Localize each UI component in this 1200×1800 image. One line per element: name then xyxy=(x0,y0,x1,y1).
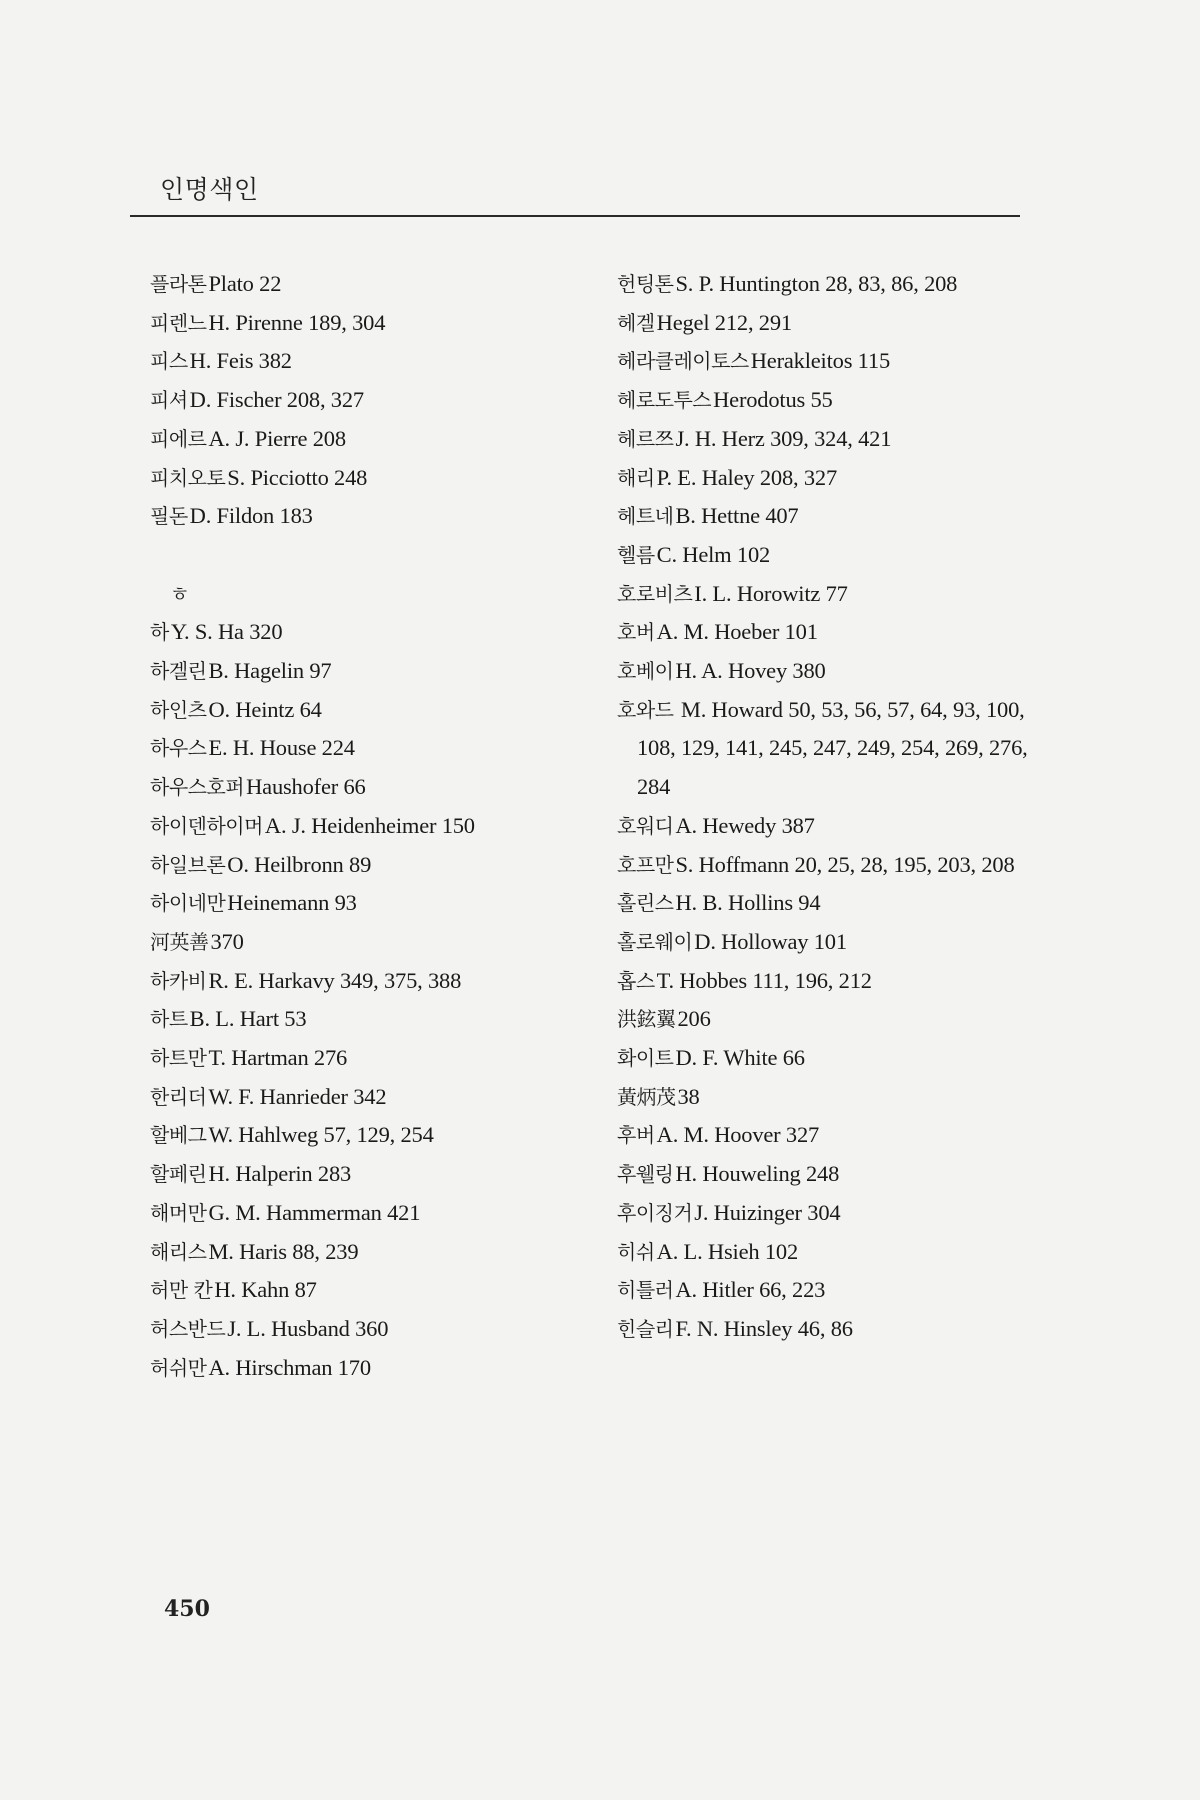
index-entry xyxy=(617,1116,1037,1155)
korean-name: 하겔린 xyxy=(150,659,207,684)
korean-name: 黃炳茂 xyxy=(617,1084,676,1109)
entry-text: 206 xyxy=(677,1006,711,1032)
index-entry xyxy=(617,1271,1037,1310)
index-entry xyxy=(617,497,1037,536)
entry-text: Herakleitos 115 xyxy=(750,348,891,374)
korean-name: 홀린스 xyxy=(617,891,674,916)
index-entry xyxy=(150,807,600,846)
korean-name: 홀로웨이 xyxy=(617,929,693,954)
index-entry xyxy=(150,381,600,420)
entry-text: S. Picciotto 248 xyxy=(227,464,368,490)
entry-continuation: 108, 129, 141, 245, 247, 249, 254, 269, 276, xyxy=(637,735,1028,761)
index-entry xyxy=(150,265,600,304)
korean-name: 하일브론 xyxy=(150,852,226,877)
index-entry xyxy=(150,1039,600,1078)
entry-text: J. Huizinger 304 xyxy=(694,1199,841,1225)
entry-text: H. Pirenne 189, 304 xyxy=(208,309,386,335)
entry-text: M. Haris 88, 239 xyxy=(208,1238,359,1264)
right-entries-group-b xyxy=(617,807,1037,1349)
korean-name: 호버 xyxy=(617,620,655,645)
korean-name: 피셔 xyxy=(150,388,188,413)
korean-name: 호베이 xyxy=(617,659,674,684)
korean-name: 洪鉉翼 xyxy=(617,1007,676,1032)
index-entry xyxy=(150,962,600,1001)
korean-name: 호와드 xyxy=(617,697,674,722)
korean-name: 허만 칸 xyxy=(150,1278,213,1303)
entry-text: A. M. Hoeber 101 xyxy=(656,619,818,645)
entry-text: S. Hoffmann 20, 25, 28, 195, 203, 208 xyxy=(675,851,1015,877)
entry-text: P. E. Haley 208, 327 xyxy=(656,464,838,490)
korean-name: 피렌느 xyxy=(150,310,207,335)
entry-text: T. Hartman 276 xyxy=(208,1045,348,1071)
right-column xyxy=(617,265,1037,1349)
index-entry xyxy=(150,1310,600,1349)
index-entry xyxy=(617,1155,1037,1194)
index-entry xyxy=(617,1233,1037,1272)
korean-name: 헤트네 xyxy=(617,504,674,529)
entry-text: H. A. Hovey 380 xyxy=(675,658,826,684)
entry-text: H. Kahn 87 xyxy=(214,1277,317,1303)
entry-text: H. Houweling 248 xyxy=(675,1161,840,1187)
index-entry xyxy=(150,304,600,343)
index-entry xyxy=(617,846,1037,885)
header-rule xyxy=(130,215,1020,217)
index-entry xyxy=(150,1116,600,1155)
korean-name: 히쉬 xyxy=(617,1239,655,1264)
entry-text: 38 xyxy=(677,1083,700,1109)
entry-text: A. Hitler 66, 223 xyxy=(675,1277,826,1303)
index-entry xyxy=(617,420,1037,459)
index-entry xyxy=(150,497,600,536)
entry-text: 370 xyxy=(210,928,244,954)
entry-text: H. B. Hollins 94 xyxy=(675,890,821,916)
index-entry xyxy=(617,536,1037,575)
index-entry xyxy=(150,652,600,691)
korean-name: 해리스 xyxy=(150,1239,207,1264)
index-entry xyxy=(617,381,1037,420)
entry-text: D. Fildon 183 xyxy=(189,503,313,529)
index-entry xyxy=(617,575,1037,614)
entry-text: I. L. Horowitz 77 xyxy=(694,580,848,606)
entry-text: W. F. Hanrieder 342 xyxy=(208,1083,387,1109)
korean-name: 한리더 xyxy=(150,1084,207,1109)
korean-name: 하트 xyxy=(150,1007,188,1032)
index-entry xyxy=(617,1310,1037,1349)
entry-continuation: 284 xyxy=(637,774,671,800)
korean-name: 할베그 xyxy=(150,1123,207,1148)
korean-name: 후버 xyxy=(617,1123,655,1148)
entry-text: C. Helm 102 xyxy=(656,541,771,567)
korean-name: 플라톤 xyxy=(150,272,207,296)
index-entry xyxy=(150,1271,600,1310)
index-entry xyxy=(617,265,1037,304)
index-entry xyxy=(150,459,600,498)
entry-text: A. Hirschman 170 xyxy=(208,1354,371,1380)
index-entry xyxy=(150,1233,600,1272)
korean-name: 하 xyxy=(150,620,169,645)
index-entry xyxy=(150,923,600,962)
index-entry xyxy=(617,1194,1037,1233)
entry-text: J. H. Herz 309, 324, 421 xyxy=(675,425,892,451)
korean-name: 해머만 xyxy=(150,1200,207,1225)
entry-text: Heinemann 93 xyxy=(227,890,357,916)
korean-name: 허쉬만 xyxy=(150,1355,207,1380)
korean-name: 헤겔 xyxy=(617,310,655,335)
section-letter: ㅎ xyxy=(170,581,190,606)
entry-text: Haushofer 66 xyxy=(246,774,366,800)
index-entry xyxy=(617,962,1037,1001)
entry-text: Y. S. Ha 320 xyxy=(170,619,283,645)
korean-name: 화이트 xyxy=(617,1046,674,1071)
korean-name: 하우스호퍼 xyxy=(150,775,245,800)
index-entry xyxy=(150,1155,600,1194)
entry-text: G. M. Hammerman 421 xyxy=(208,1199,421,1225)
korean-name: 河英善 xyxy=(150,929,209,954)
entry-text: F. N. Hinsley 46, 86 xyxy=(675,1315,853,1341)
korean-name: 하카비 xyxy=(150,968,207,993)
index-entry xyxy=(150,613,600,652)
index-entry xyxy=(150,1000,600,1039)
entry-text: D. Fischer 208, 327 xyxy=(189,387,364,413)
index-entry xyxy=(150,884,600,923)
entry-text: O. Heintz 64 xyxy=(208,696,322,722)
index-entry xyxy=(150,342,600,381)
entry-text: S. P. Huntington 28, 83, 86, 208 xyxy=(675,271,958,296)
korean-name: 하우스 xyxy=(150,736,207,761)
left-entries-group-b xyxy=(150,613,600,1387)
korean-name: 힌슬리 xyxy=(617,1316,674,1341)
entry-text: A. J. Heidenheimer 150 xyxy=(264,812,475,838)
korean-name: 하이덴하이머 xyxy=(150,813,263,838)
index-entry xyxy=(150,420,600,459)
index-entry-howard xyxy=(617,691,1037,730)
page-title: 인명색인 xyxy=(160,175,259,204)
entry-text: A. J. Pierre 208 xyxy=(208,425,346,451)
index-entry xyxy=(617,807,1037,846)
entry-text: R. E. Harkavy 349, 375, 388 xyxy=(208,967,462,993)
korean-name: 필돈 xyxy=(150,504,188,529)
entry-text: B. Hettne 407 xyxy=(675,503,799,529)
index-entry xyxy=(150,768,600,807)
entry-text: J. L. Husband 360 xyxy=(227,1315,389,1341)
korean-name: 후이징거 xyxy=(617,1200,693,1225)
korean-name: 헤르쯔 xyxy=(617,426,674,451)
korean-name: 해리 xyxy=(617,465,655,490)
entry-text: W. Hahlweg 57, 129, 254 xyxy=(208,1122,434,1148)
korean-name: 호프만 xyxy=(617,852,674,877)
index-entry xyxy=(617,342,1037,381)
korean-name: 하인츠 xyxy=(150,697,207,722)
korean-name: 헌팅톤 xyxy=(617,272,674,296)
page-number: 450 xyxy=(164,1596,210,1622)
entry-text: B. Hagelin 97 xyxy=(208,658,332,684)
entry-text: T. Hobbes 111, 196, 212 xyxy=(656,967,872,993)
index-entry xyxy=(617,1039,1037,1078)
korean-name: 홉스 xyxy=(617,968,655,993)
korean-name: 호워디 xyxy=(617,813,674,838)
korean-name: 할페린 xyxy=(150,1162,207,1187)
entry-text: B. L. Hart 53 xyxy=(189,1006,307,1032)
index-entry xyxy=(617,884,1037,923)
left-entries-group-a xyxy=(150,265,600,536)
entry-text: Herodotus 55 xyxy=(713,387,833,413)
index-entry xyxy=(617,923,1037,962)
korean-name: 하이네만 xyxy=(150,891,226,916)
index-entry xyxy=(617,613,1037,652)
entry-text: D. F. White 66 xyxy=(675,1045,805,1071)
entry-text: H. Feis 382 xyxy=(189,348,292,374)
entry-text: Hegel 212, 291 xyxy=(656,309,792,335)
entry-text: Plato 22 xyxy=(208,271,282,296)
korean-name: 헬름 xyxy=(617,542,655,567)
entry-text: A. L. Hsieh 102 xyxy=(656,1238,799,1264)
entry-text: H. Halperin 283 xyxy=(208,1161,352,1187)
korean-name: 호로비츠 xyxy=(617,581,693,606)
korean-name: 후웰링 xyxy=(617,1162,674,1187)
index-entry xyxy=(617,1000,1037,1039)
index-entry xyxy=(150,1194,600,1233)
index-entry xyxy=(150,729,600,768)
index-entry xyxy=(617,459,1037,498)
korean-name: 피에르 xyxy=(150,426,207,451)
korean-name: 헤라클레이토스 xyxy=(617,349,749,374)
entry-text: E. H. House 224 xyxy=(208,735,355,761)
korean-name: 하트만 xyxy=(150,1046,207,1071)
entry-text: O. Heilbronn 89 xyxy=(227,851,372,877)
korean-name: 피치오토 xyxy=(150,465,226,490)
index-entry xyxy=(617,304,1037,343)
index-entry xyxy=(617,652,1037,691)
korean-name: 히틀러 xyxy=(617,1278,674,1303)
index-entry xyxy=(617,1078,1037,1117)
entry-text: D. Holloway 101 xyxy=(694,928,847,954)
index-entry xyxy=(150,691,600,730)
left-column xyxy=(150,265,600,1387)
section-spacer xyxy=(150,536,600,575)
korean-name: 허스반드 xyxy=(150,1316,226,1341)
korean-name: 피스 xyxy=(150,349,188,374)
index-entry xyxy=(150,846,600,885)
index-entry xyxy=(150,1349,600,1388)
entry-text: A. M. Hoover 327 xyxy=(656,1122,820,1148)
korean-name: 헤로도투스 xyxy=(617,388,712,413)
right-entries-group-a xyxy=(617,265,1037,691)
entry-text: M. Howard 50, 53, 56, 57, 64, 93, 100, xyxy=(680,696,1025,722)
entry-text: A. Hewedy 387 xyxy=(675,812,815,838)
index-entry xyxy=(150,1078,600,1117)
